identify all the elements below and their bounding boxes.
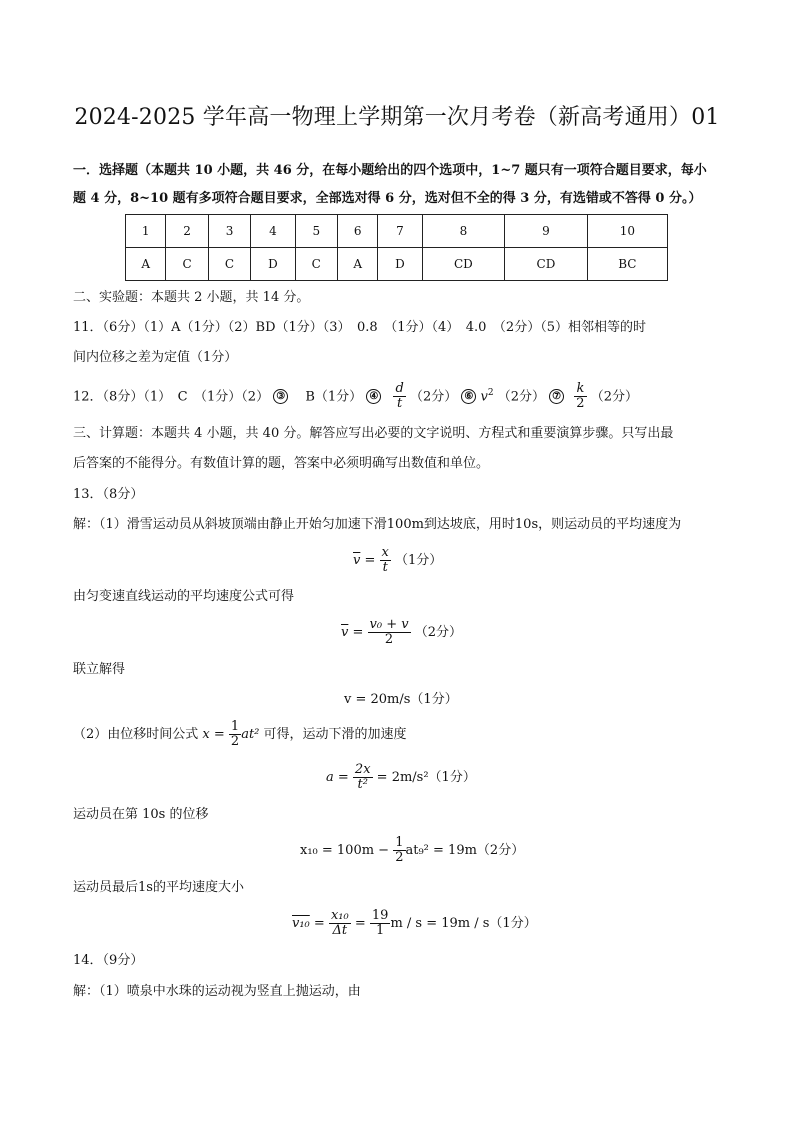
fraction-numerator: 19 [371, 908, 389, 923]
q12-text-g: （2分） [497, 389, 546, 405]
answer-table-answer-row [126, 248, 668, 281]
q11-answer-line2: 间内位移之差为定值（1分） [73, 350, 238, 365]
fraction-numerator: k [576, 381, 585, 397]
fraction-denominator: 2 [576, 396, 585, 412]
fraction-k-over-2 [574, 382, 586, 411]
q13-part2-text-b: 可得，运动下滑的加速度 [263, 727, 407, 742]
v-bar: $\overline{v}$ [353, 553, 361, 568]
text-solve: 联立解得 [73, 662, 126, 677]
circled-6: ⑥ [461, 389, 476, 404]
fraction-numerator: 1 [230, 719, 240, 734]
equation-displacement [300, 836, 524, 866]
q12-text-e: （2分） [409, 389, 458, 405]
question-number-cell: 2 [166, 215, 208, 248]
text-displacement-10s: 运动员在第 10s 的位移 [73, 807, 209, 822]
v-bar: $\overline{v}$ [341, 625, 349, 640]
question-number-cell: 9 [505, 215, 588, 248]
q13-part2-text-a: （2）由位移时间公式 [73, 727, 199, 742]
answer-cell: A [126, 248, 166, 281]
answer-cell: C [295, 248, 337, 281]
equation-lhs: x₁₀ = 100m − [300, 843, 390, 858]
equation-rhs: = 2m/s²（1分） [376, 770, 476, 785]
fraction-denominator: 1 [370, 923, 391, 938]
question-number-cell: 3 [208, 215, 250, 248]
section3-header-line1: 三、计算题：本题共 4 小题，共 40 分。解答应写出必要的文字说明、方程式和重要演算步骤。只写出最 [73, 426, 674, 441]
answer-cell: CD [505, 248, 588, 281]
question-number-cell: 7 [378, 215, 422, 248]
question-number-cell: 6 [338, 215, 378, 248]
fraction-d-over-t [393, 382, 405, 411]
fraction-19-over-1 [370, 909, 391, 938]
points: （1分） [395, 553, 443, 568]
equation-rhs: at₉² = 19m（2分） [405, 843, 525, 858]
fraction-numerator: v₀ + v [369, 617, 409, 632]
circled-4: ④ [366, 389, 381, 404]
text-avg-velocity-formula: 由匀变速直线运动的平均速度公式可得 [73, 589, 295, 604]
answer-cell: C [166, 248, 208, 281]
equation-last-second-velocity: v₁₀ = $\frac{\text{x₁₀}}{\Delta t}$ = $\frac{19}{1}$ m / s = 19m / s（1分） [292, 908, 537, 938]
question-number-cell: 8 [422, 215, 505, 248]
fraction-denominator: Δt [329, 923, 351, 938]
q13-part2-line [73, 720, 407, 750]
fraction-denominator: 2 [395, 850, 404, 865]
answer-cell: C [208, 248, 250, 281]
section3-header-line2: 后答案的不能得分。有数值计算的题，答案中必须明确写出数值和单位。 [73, 456, 490, 471]
section1-instructions-line2: 题 4 分，8~10 题有多项符合题目要求，全部选对得 6 分，选对但不全的得 3 分，有选错或不答得 0 分。） [73, 191, 702, 206]
equation-acceleration [326, 763, 476, 793]
equation-final-velocity: v = 20m/s（1分） [344, 692, 458, 707]
fraction-denominator: t [380, 560, 391, 575]
circled-7: ⑦ [549, 389, 564, 404]
fraction-denominator: t [393, 396, 405, 411]
equation-avg-velocity-formula: $\overline{v}$ = $\frac{\text{v₀ + v}}{2}$ （2分） [341, 617, 463, 647]
question-number-cell: 1 [126, 215, 166, 248]
fraction-numerator: x [381, 545, 389, 560]
section2-header: 二、实验题：本题共 2 小题，共 14 分。 [73, 290, 310, 305]
q12-text-h: （2分） [590, 389, 638, 405]
fraction-denominator: t² [353, 777, 373, 792]
points: （2分） [414, 625, 463, 640]
fraction-x10-over-dt [329, 909, 351, 938]
text-last-second-velocity: 运动员最后1s的平均速度大小 [73, 880, 244, 895]
q12-text-a: 12．（8分）（1） C （1分）（2） [73, 389, 270, 405]
equation-avg-velocity: $\overline{v}$ = $\frac{x}{t}$ （1分） [353, 545, 443, 575]
fraction-v0-plus-v-over-2 [368, 618, 411, 647]
answer-cell: D [251, 248, 295, 281]
answer-cell: A [338, 248, 378, 281]
section1-instructions-line1: 一．选择题（本题共 10 小题，共 46 分，在每小题给出的四个选项中，1~7 题只有一项符合题目要求，每小 [73, 163, 707, 178]
fraction-one-half [229, 720, 241, 749]
q11-answer-line1: 11．（6分）（1）A（1分）（2）BD（1分）（3） 0.8 （1分）（4） 4.0 （2分）（5）相邻相等的时 [73, 320, 646, 335]
a-symbol: a = [326, 770, 349, 785]
formula-at2: at² [241, 727, 260, 742]
circled-3: ③ [273, 389, 288, 404]
q13-heading: 13．（8分） [73, 487, 144, 502]
page-title: 2024-2025 学年高一物理上学期第一次月考卷（新高考通用）01 [74, 105, 720, 130]
fraction-one-half [393, 836, 405, 865]
answer-table-number-row [126, 215, 668, 248]
fraction-x-over-t [380, 546, 391, 575]
q14-heading: 14．（9分） [73, 953, 144, 968]
fraction-2x-over-t2 [353, 763, 373, 792]
q13-solution-part1: 解：（1）滑雪运动员从斜坡顶端由静止开始匀加速下滑100m到达坡底，用时10s，则运动员的平均速度为 [73, 517, 682, 532]
answer-cell: D [378, 248, 422, 281]
fraction-denominator: 2 [230, 734, 240, 749]
question-number-cell: 5 [295, 215, 337, 248]
answer-table [125, 214, 668, 281]
fraction-numerator: 1 [395, 835, 404, 850]
q14-solution-part1: 解：（1）喷泉中水珠的运动视为竖直上抛运动，由 [73, 984, 361, 999]
fraction-denominator: 2 [368, 632, 411, 647]
fraction-numerator: x₁₀ [330, 908, 349, 923]
q12-v: v [480, 389, 488, 405]
formula-x: x = [202, 727, 225, 742]
answer-cell: BC [587, 248, 667, 281]
v10-bar: v₁₀ [292, 916, 310, 931]
q12-exponent: 2 [487, 388, 494, 398]
answer-cell: CD [422, 248, 505, 281]
q12-answer-line [73, 378, 638, 412]
fraction-numerator: 2x [354, 762, 371, 777]
equation-rhs: m / s = 19m / s（1分） [390, 916, 537, 931]
q12-text-b: B（1分） [292, 389, 363, 405]
fraction-numerator: d [395, 381, 404, 397]
question-number-cell: 4 [251, 215, 295, 248]
question-number-cell: 10 [587, 215, 667, 248]
